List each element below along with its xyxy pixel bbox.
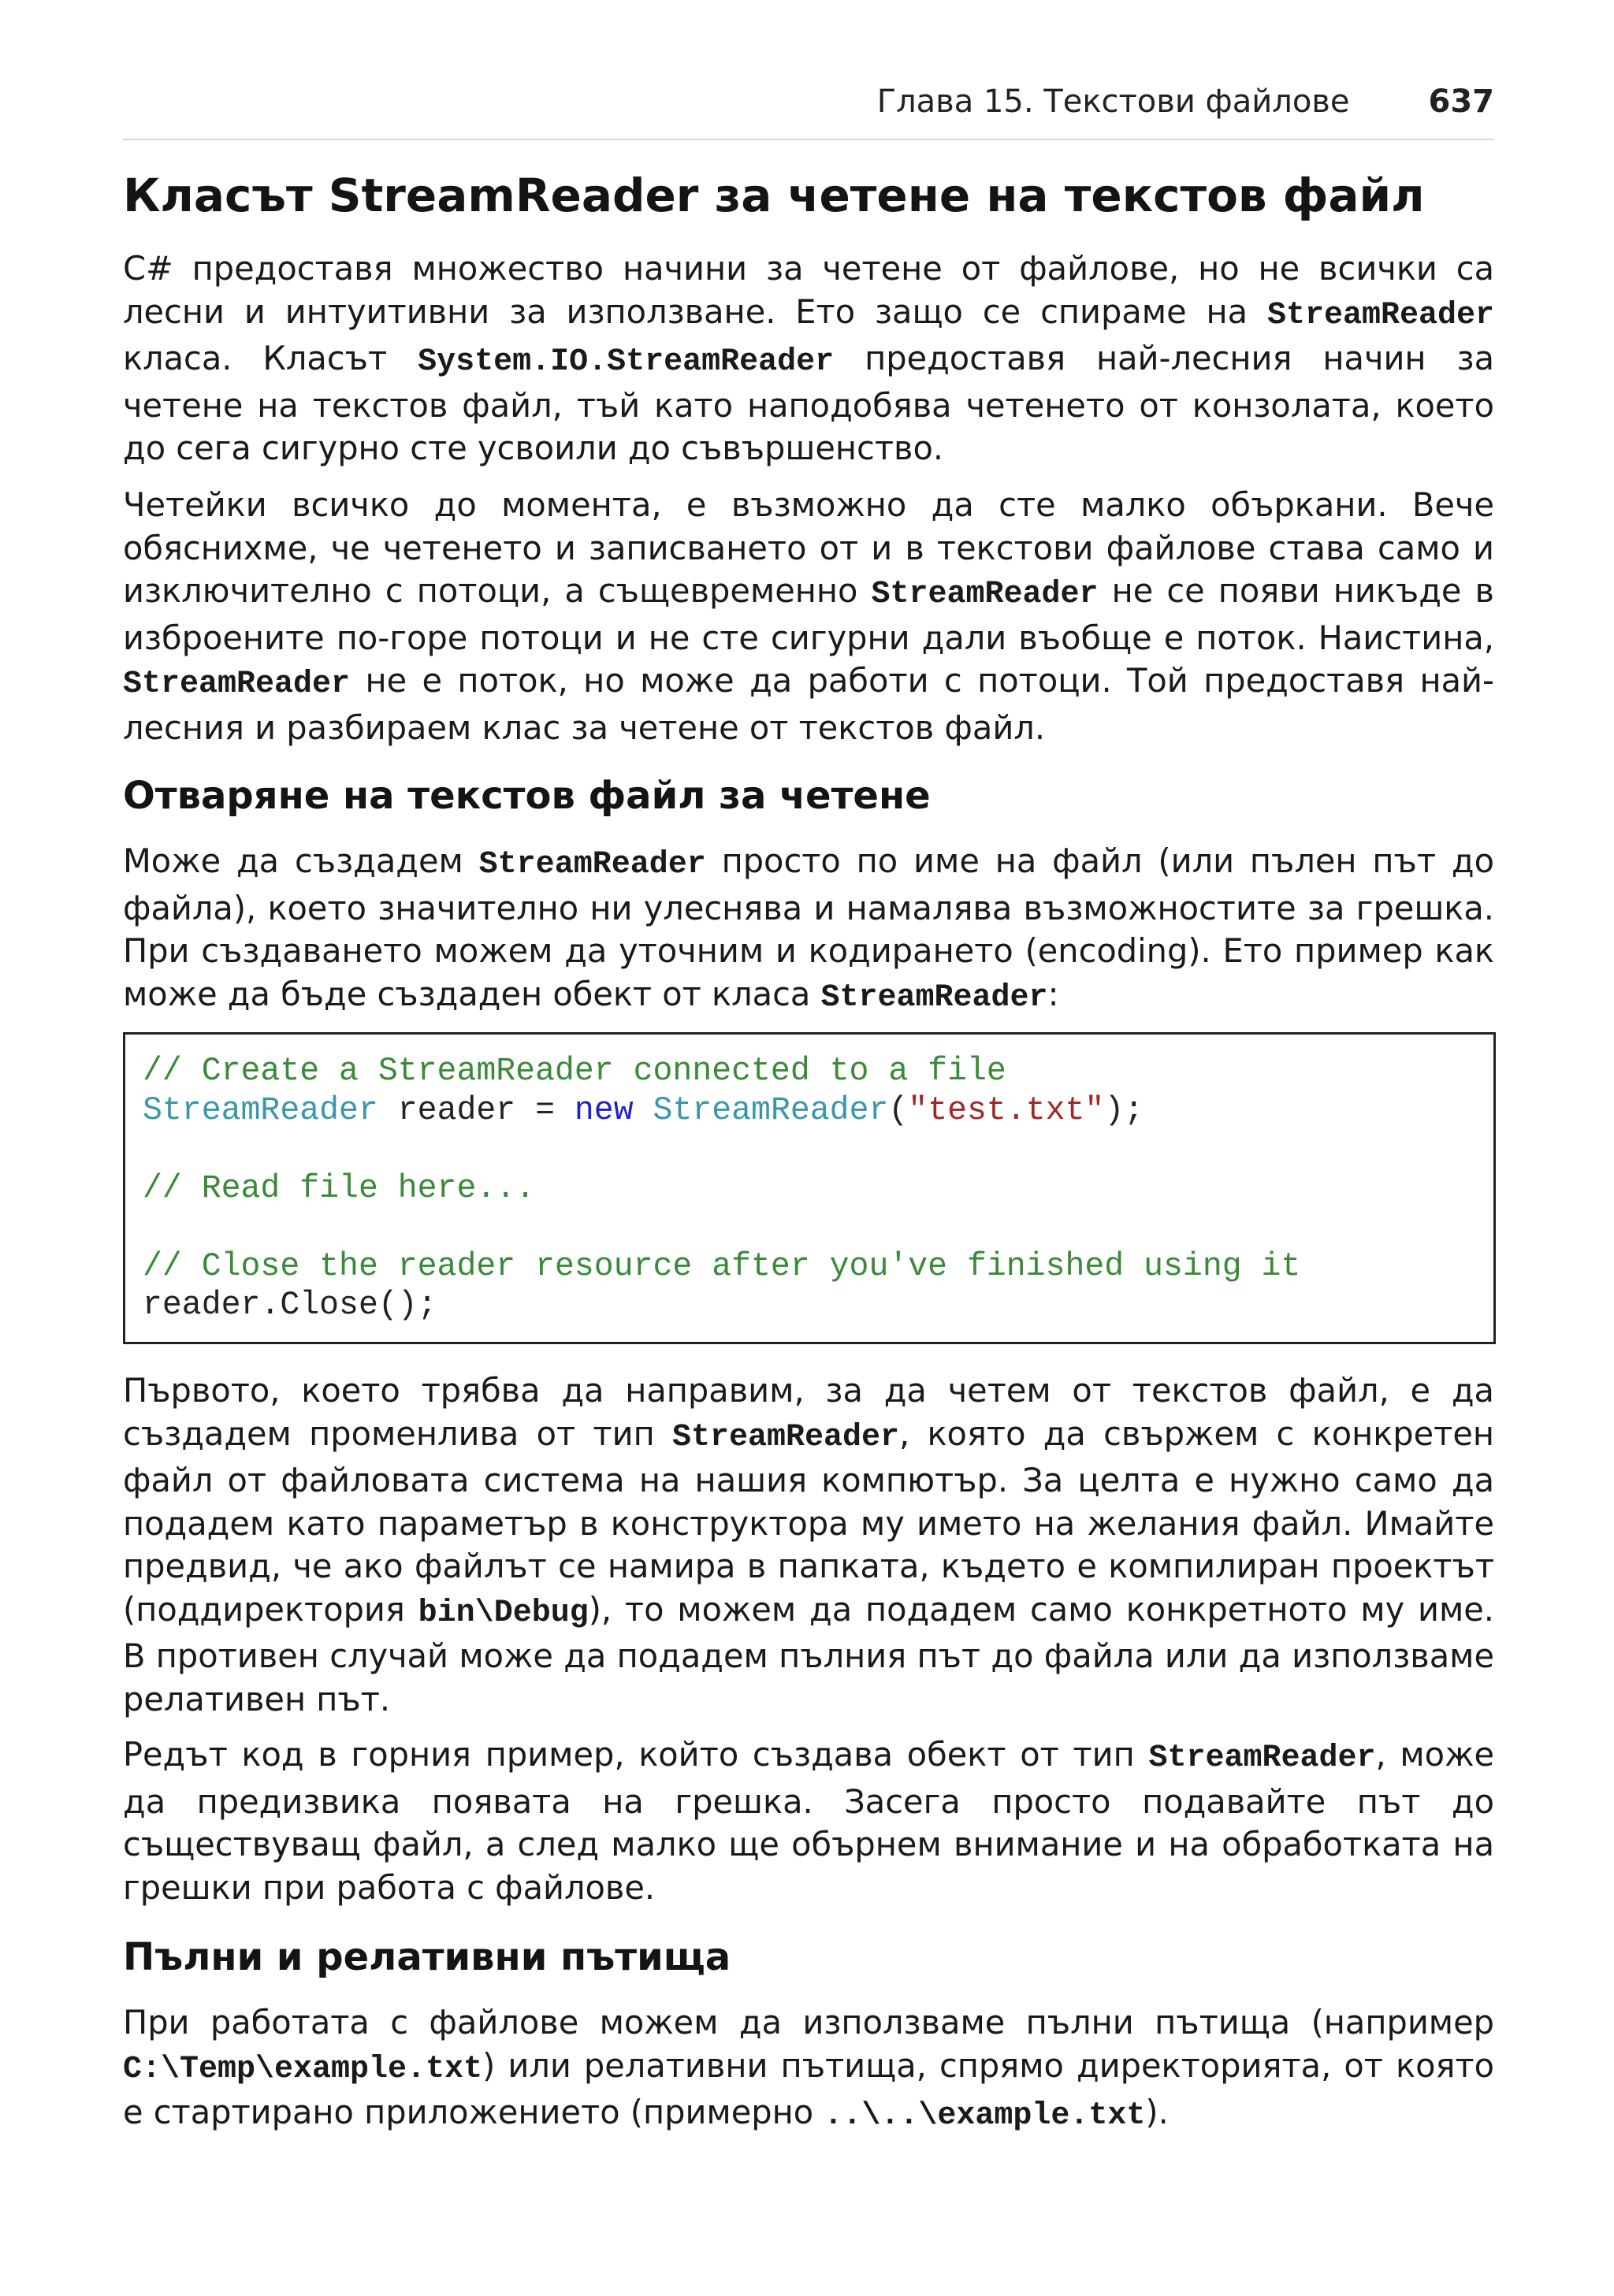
chapter-title: Глава 15. Текстови файлове bbox=[876, 84, 1350, 120]
paragraph-open-file bbox=[123, 840, 1494, 1020]
inline-code: bin\Debug bbox=[418, 1595, 589, 1631]
code-type: StreamReader bbox=[653, 1091, 889, 1129]
code-listing bbox=[123, 1032, 1496, 1344]
code-text: ( bbox=[888, 1091, 909, 1129]
text-run: ), то можем да подадем само конкретното му име. В противен случай може да подадем пълния път до файла или да използваме релативен път. bbox=[123, 1589, 1494, 1718]
code-text: ); bbox=[1104, 1091, 1144, 1129]
inline-code: StreamReader bbox=[820, 979, 1048, 1016]
paragraph-error-note bbox=[123, 1733, 1494, 1909]
text-run: Редът код в горния пример, който създава обект от тип bbox=[123, 1735, 1149, 1774]
inline-code: System.IO.StreamReader bbox=[418, 344, 835, 380]
inline-code: StreamReader bbox=[871, 577, 1099, 612]
text-run: : bbox=[1047, 974, 1059, 1013]
text-run: предоставя най-лесния начин за четене на текстов файл, тъй като наподобява четенето от конзолата, което до сега сигурно сте усвоили до съвършенство. bbox=[123, 339, 1495, 467]
code-comment: // Read file here... bbox=[143, 1169, 536, 1207]
text-run: класа. Класът bbox=[123, 339, 418, 377]
code-text bbox=[634, 1092, 653, 1129]
code-block bbox=[143, 1052, 1300, 1325]
text-run: C# предоставя множество начини за четене от файлове, но не всички са лесни и интуитивни за използване. Ето защо се спираме на bbox=[123, 249, 1494, 331]
code-comment: // Close the reader resource after you've finished using it bbox=[143, 1247, 1301, 1285]
text-run: не се появи никъде в изброените по-горе потоци и не сте сигурни дали въобще е поток. Наистина, bbox=[123, 571, 1494, 657]
running-header bbox=[877, 82, 1494, 121]
code-string: "test.txt" bbox=[908, 1091, 1105, 1129]
header-divider bbox=[123, 139, 1494, 140]
text-run: ) или релативни пътища, спрямо директорията, от която е стартирано приложението (примерно bbox=[123, 2045, 1494, 2131]
inline-code: StreamReader bbox=[478, 847, 706, 882]
text-run: При работата с файлове можем да използваме пълни пътища (например bbox=[123, 2003, 1494, 2042]
subheading-open-file: Отваряне на текстов файл за четене bbox=[123, 774, 931, 818]
paragraph-streams bbox=[123, 484, 1494, 749]
text-run: Първото, което трябва да направим, за да четем от текстов файл, е да създадем променлива от тип bbox=[123, 1371, 1494, 1453]
code-comment: // Create a StreamReader connected to a file bbox=[143, 1053, 1006, 1090]
section-heading-streamreader: Класът StreamReader за четене на текстов файл bbox=[123, 169, 1425, 222]
inline-code: StreamReader bbox=[123, 667, 351, 702]
inline-code: StreamReader bbox=[1148, 1741, 1376, 1776]
text-run: Четейки всичко до момента, е възможно да сте малко объркани. Вече обяснихме, че четенето и записването от и в текстови файлове става само и изключително с потоци, а същевременно bbox=[123, 485, 1494, 610]
text-run: , която да свържем с конкретен файл от файловата система на нашия компютър. За целта е нужно само да подадем като параметър в конструктора му името на желания файл. Имайте предвид, че ако файлът се намира в папката, където е компилиран проектът (поддиректория bbox=[123, 1414, 1494, 1629]
paragraph-first-step bbox=[123, 1369, 1494, 1721]
code-text: reader = bbox=[377, 1091, 575, 1129]
text-run: , може да предизвика появата на грешка. Засега просто подавайте път до съществуващ файл, а след малко ще обърнем внимание и на обработката на грешки при работа с файлове. bbox=[123, 1735, 1494, 1907]
page-number: 637 bbox=[1428, 84, 1494, 120]
inline-code: ..\..\example.txt bbox=[824, 2098, 1146, 2134]
text-run: ). bbox=[1145, 2093, 1169, 2131]
inline-code: StreamReader bbox=[1266, 297, 1494, 333]
text-run: Може да създадем bbox=[123, 841, 479, 880]
inline-code: C:\Temp\example.txt bbox=[123, 2051, 483, 2087]
text-run: просто по име на файл (или пълен път до файла), което значително ни улеснява и намалява възможностите за грешка. При създаването можем да уточним и кодирането (encoding). Ето пример как може да бъде създаден обект от класа bbox=[123, 841, 1494, 1013]
subheading-paths: Пълни и релативни пътища bbox=[123, 1935, 731, 1979]
code-text: reader.Close(); bbox=[143, 1287, 437, 1324]
code-keyword: new bbox=[574, 1091, 634, 1129]
inline-code: StreamReader bbox=[671, 1419, 900, 1455]
code-type: StreamReader bbox=[143, 1091, 378, 1129]
paragraph-paths bbox=[123, 2001, 1494, 2138]
paragraph-intro bbox=[123, 247, 1494, 470]
text-run: не е поток, но може да работи с потоци. Той предоставя най-лесния и разбираем клас за четене от текстов файл. bbox=[123, 661, 1494, 747]
